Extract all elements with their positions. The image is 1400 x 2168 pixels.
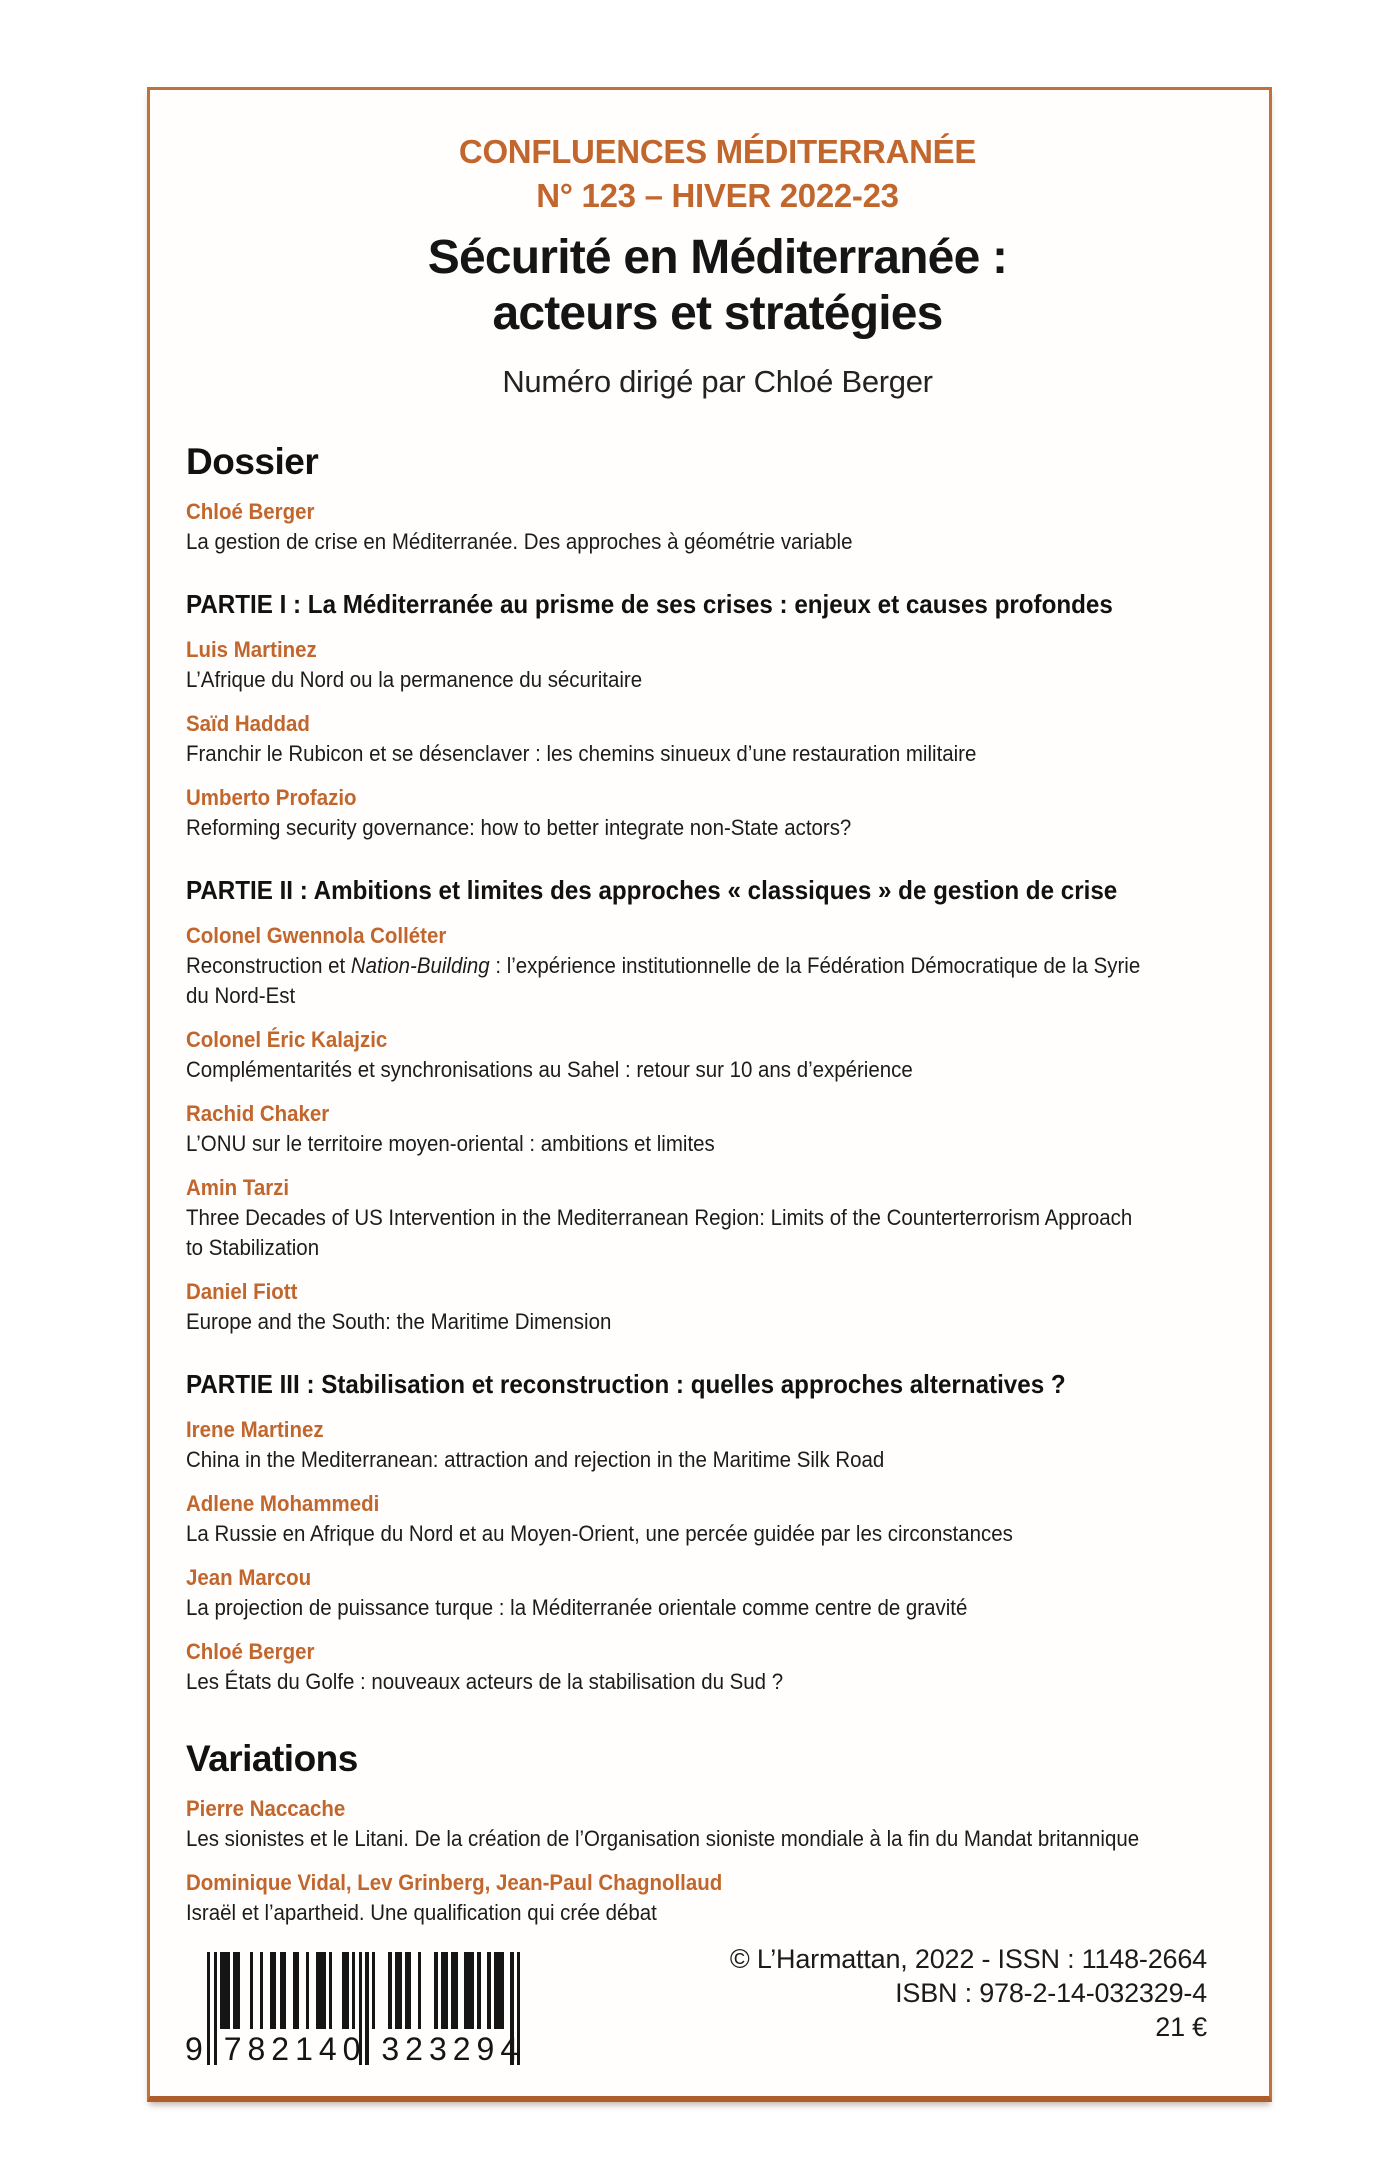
author-name: Chloé Berger [186, 1639, 315, 1664]
part-heading-2: PARTIE II : Ambitions et limites des approches « classiques » de gestion de crise [186, 875, 1118, 905]
author-name: Rachid Chaker [186, 1101, 330, 1126]
author-name: Saïd Haddad [186, 711, 310, 736]
toc-entry [186, 1099, 1249, 1159]
section-heading-variations: Variations [186, 1738, 358, 1779]
author-name: Amin Tarzi [186, 1175, 290, 1200]
journal-name: CONFLUENCES MÉDITERRANÉE [458, 133, 977, 170]
author-name: Pierre Naccache [186, 1796, 346, 1821]
section-heading-dossier: Dossier [186, 441, 319, 482]
toc-entry [186, 921, 1249, 1011]
author-name: Luis Martinez [186, 637, 317, 662]
toc-entry [186, 783, 1249, 843]
cover-content [150, 132, 1269, 1928]
toc-entry [186, 1277, 1249, 1337]
author-name: Adlene Mohammedi [186, 1491, 380, 1516]
copyright-line: © L’Harmattan, 2022 - ISSN : 1148-2664 [729, 1944, 1207, 1974]
barcode-bars [207, 1952, 547, 2029]
article-title: Reforming security governance: how to better integrate non-State actors? [186, 815, 852, 840]
article-title: Franchir le Rubicon et se désenclaver : les chemins sinueux d’une restauration militaire [186, 741, 977, 766]
toc-entry [186, 1025, 1249, 1085]
toc-entry [186, 1415, 1249, 1475]
article-title: China in the Mediterranean: attraction and rejection in the Maritime Silk Road [186, 1447, 885, 1472]
author-name: Colonel Éric Kalajzic [186, 1027, 388, 1052]
toc-entry [186, 1794, 1249, 1854]
article-title: Complémentarités et synchronisations au Sahel : retour sur 10 ans d’expérience [186, 1057, 913, 1082]
article-title: L’ONU sur le territoire moyen-oriental : ambitions et limites [186, 1131, 715, 1156]
article-title: Three Decades of US Intervention in the Mediterranean Region: Limits of the Counterterrorism Approach to Stabilization [186, 1205, 1133, 1260]
part-heading-1: PARTIE I : La Méditerranée au prisme de ses crises : enjeux et causes profondes [186, 589, 1113, 619]
toc-entry [186, 1868, 1249, 1928]
cover-footer [185, 1942, 1207, 2068]
toc-entry [186, 1173, 1249, 1263]
author-name: Jean Marcou [186, 1565, 312, 1590]
article-title: L’Afrique du Nord ou la permanence du sécuritaire [186, 667, 643, 692]
article-title: Europe and the South: the Maritime Dimension [186, 1309, 612, 1334]
author-name: Daniel Fiott [186, 1279, 298, 1304]
toc-entry [186, 635, 1249, 695]
cover-title-line1: Sécurité en Méditerranée : [427, 231, 1008, 284]
toc-entry [186, 1563, 1249, 1623]
issue-number: N° 123 – HIVER 2022-23 [536, 177, 899, 214]
article-title: La gestion de crise en Méditerranée. Des approches à géométrie variable [186, 529, 853, 554]
article-title: Les sionistes et le Litani. De la création de l’Organisation sioniste mondiale à la fin du Mandat britannique [186, 1826, 1140, 1851]
author-name: Colonel Gwennola Colléter [186, 923, 447, 948]
author-name: Dominique Vidal, Lev Grinberg, Jean-Paul Chagnollaud [186, 1870, 723, 1895]
author-name: Irene Martinez [186, 1417, 324, 1442]
isbn-line: ISBN : 978-2-14-032329-4 [895, 1978, 1207, 2008]
article-title: Les États du Golfe : nouveaux acteurs de la stabilisation du Sud ? [186, 1669, 784, 1694]
author-name: Chloé Berger [186, 499, 315, 524]
cover-title [186, 230, 1249, 342]
imprint-block [730, 1942, 1207, 2044]
article-title: Israël et l’apartheid. Une qualification qui crée débat [186, 1900, 657, 1925]
barcode-digits: 9 782140 323294 [185, 2031, 525, 2067]
toc-entry [186, 1489, 1249, 1549]
article-title: La projection de puissance turque : la Méditerranée orientale comme centre de gravité [186, 1595, 968, 1620]
cover-title-line2: acteurs et stratégies [492, 287, 943, 340]
cover-frame [147, 87, 1272, 2102]
toc-entry [186, 1637, 1249, 1697]
toc-entry [186, 497, 1249, 557]
editor-line: Numéro dirigé par Chloé Berger [502, 364, 933, 399]
author-name: Umberto Profazio [186, 785, 357, 810]
part-heading-3: PARTIE III : Stabilisation et reconstruction : quelles approches alternatives ? [186, 1369, 1066, 1399]
barcode [185, 1952, 547, 2068]
article-title: Reconstruction et Nation-Building : l’expérience institutionnelle de la Fédération Démocratique de la Syrie du Nord-Est [186, 953, 1141, 1008]
article-title: La Russie en Afrique du Nord et au Moyen-Orient, une percée guidée par les circonstances [186, 1521, 1013, 1546]
toc-entry [186, 709, 1249, 769]
price: 21 € [1155, 2012, 1207, 2042]
